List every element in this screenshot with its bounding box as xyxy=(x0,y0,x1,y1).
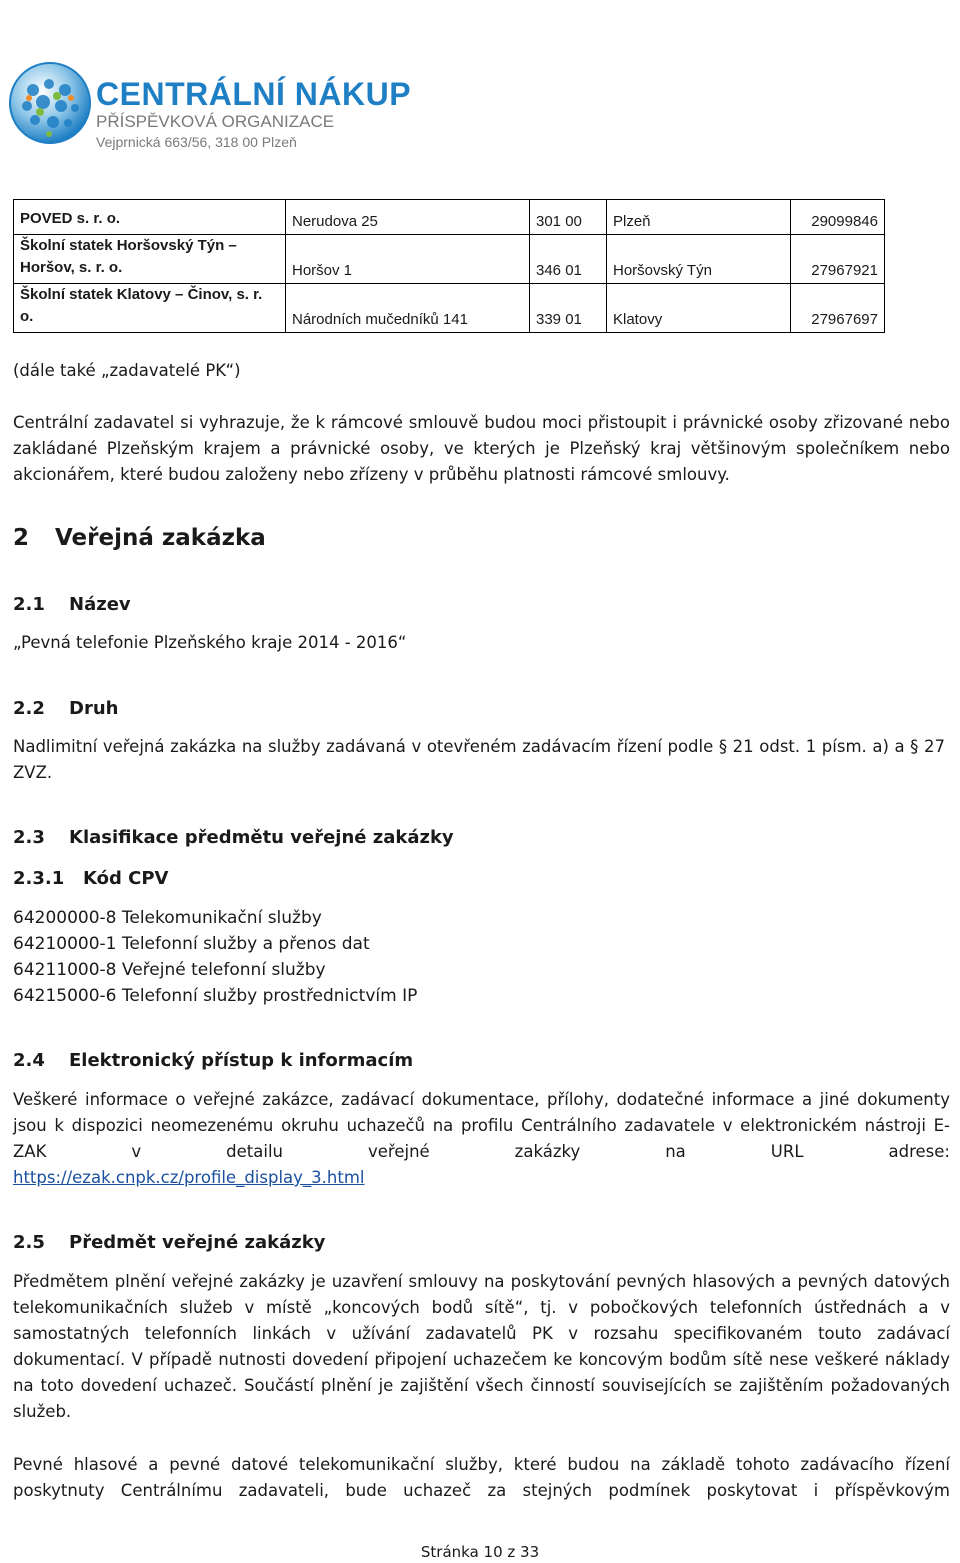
subsection-title: Elektronický přístup k informacím xyxy=(69,1050,414,1071)
subsubsection-number: 2.3.1 xyxy=(13,868,65,889)
table-cell-city: Plzeň xyxy=(607,200,791,235)
subsection-title: Klasifikace předmětu veřejné zakázky xyxy=(69,827,454,848)
table-cell-street: Národních mučedníků 141 xyxy=(286,284,530,333)
section-title: Veřejná zakázka xyxy=(55,525,266,551)
organization-subtitle: PŘÍSPĚVKOVÁ ORGANIZACE xyxy=(96,112,335,131)
subsection-number: 2.1 xyxy=(13,594,45,615)
cpv-code-item: 64211000-8 Veřejné telefonní služby xyxy=(13,960,326,980)
table-cell-ico: 27967921 xyxy=(791,235,885,284)
subsection-heading xyxy=(13,827,454,848)
electronic-access-link-line xyxy=(13,1165,950,1191)
subject-paragraph-continued: Pevné hlasové a pevné datové telekomunikační služby, které budou na základě tohoto zadávacího řízení poskytnuty Centrálnímu zadavateli, bude uchazeč za stejných podmínek poskytovat i příspěvkovým xyxy=(13,1455,950,1500)
subsection-number: 2.4 xyxy=(13,1050,45,1071)
contracting-authorities-table xyxy=(13,199,885,333)
profile-url-link[interactable]: https://ezak.cnpk.cz/profile_display_3.html xyxy=(13,1168,365,1187)
subject-paragraph: Předmětem plnění veřejné zakázky je uzavření smlouvy na poskytování pevných hlasových a pevných datových telekomunikačních služeb v místě „koncových bodů sítě“, tj. v pobočkových telefonních ústřednách a v samostatných telefonních linkách v užívání zadavatelů PK v rozsahu specifikovaném touto zadávací dokumentací. V případě nutnosti dovedení připojení uchazečem ke koncovým bodům sítě nese veškeré náklady na toto dovedení uchazeč. Součástí plnění je zajištění všech činností souvisejících se zajištěním požadovaných služeb. xyxy=(13,1272,950,1421)
subsection-heading xyxy=(13,594,131,615)
table-cell-ico: 29099846 xyxy=(791,200,885,235)
subsection-title: Název xyxy=(69,594,131,615)
table-cell-name: Školní statek Horšovský Týn – Horšov, s. r. o. xyxy=(14,235,286,284)
subsection-heading xyxy=(13,698,118,719)
contract-type: Nadlimitní veřejná zakázka na služby zadávaná v otevřeném zadávacím řízení podle § 21 odst. 1 písm. a) a § 27 ZVZ. xyxy=(13,737,945,782)
cpv-code-item: 64200000-8 Telekomunikační služby xyxy=(13,908,322,928)
table-cell-street: Nerudova 25 xyxy=(286,200,530,235)
organization-header xyxy=(96,76,411,152)
table-cell-ico: 27967697 xyxy=(791,284,885,333)
subsection-heading xyxy=(13,1050,413,1071)
subsection-title: Předmět veřejné zakázky xyxy=(69,1232,326,1253)
table-cell-name: POVED s. r. o. xyxy=(14,200,286,235)
contract-name: „Pevná telefonie Plzeňského kraje 2014 - 2016“ xyxy=(13,633,407,652)
subsubsection-title: Kód CPV xyxy=(83,868,169,889)
table-cell-street: Horšov 1 xyxy=(286,235,530,284)
table-cell-psc: 346 01 xyxy=(530,235,607,284)
intro-note: (dále také „zadavatelé PK“) xyxy=(13,361,241,380)
table-cell-psc: 339 01 xyxy=(530,284,607,333)
subsection-number: 2.5 xyxy=(13,1232,45,1253)
page-number: Stránka 10 z 33 xyxy=(420,1543,540,1561)
subsection-heading xyxy=(13,1232,325,1253)
table-row xyxy=(14,235,885,284)
subsection-title: Druh xyxy=(69,698,119,719)
table-row xyxy=(14,284,885,333)
subsubsection-heading xyxy=(13,868,168,889)
table-cell-city: Horšovský Týn xyxy=(607,235,791,284)
table-cell-name: Školní statek Klatovy – Činov, s. r. o. xyxy=(14,284,286,333)
table-cell-psc: 301 00 xyxy=(530,200,607,235)
organization-name: CENTRÁLNÍ NÁKUP xyxy=(96,76,412,112)
section-number: 2 xyxy=(13,525,30,551)
subsection-number: 2.2 xyxy=(13,698,45,719)
section-heading xyxy=(13,525,266,551)
table-row xyxy=(14,200,885,235)
table-cell-city: Klatovy xyxy=(607,284,791,333)
cpv-code-item: 64210000-1 Telefonní služby a přenos dat xyxy=(13,934,370,954)
intro-paragraph: Centrální zadavatel si vyhrazuje, že k rámcové smlouvě budou moci přistoupit i právnické osoby zřizované nebo zakládané Plzeňským krajem a právnické osoby, ve kterých je Plzeňský kraj většinovým společníkem nebo akcionářem, které budou založeny nebo zřízeny v průběhu platnosti rámcové smlouvy. xyxy=(13,413,950,484)
globe-logo-icon xyxy=(5,60,95,146)
electronic-access-text: Veškeré informace o veřejné zakázce, zadávací dokumentace, přílohy, dodatečné informace a jiné dokumenty jsou k dispozici neomezenému okruhu uchazečů na profilu Centrálního zadavatele v elektronickém nástroji E-ZAK v detailu veřejné zakázky na URL adrese: xyxy=(13,1090,950,1161)
subsection-number: 2.3 xyxy=(13,827,45,848)
organization-address: Vejprnická 663/56, 318 00 Plzeň xyxy=(96,134,297,150)
cpv-code-item: 64215000-6 Telefonní služby prostřednictvím IP xyxy=(13,986,418,1006)
